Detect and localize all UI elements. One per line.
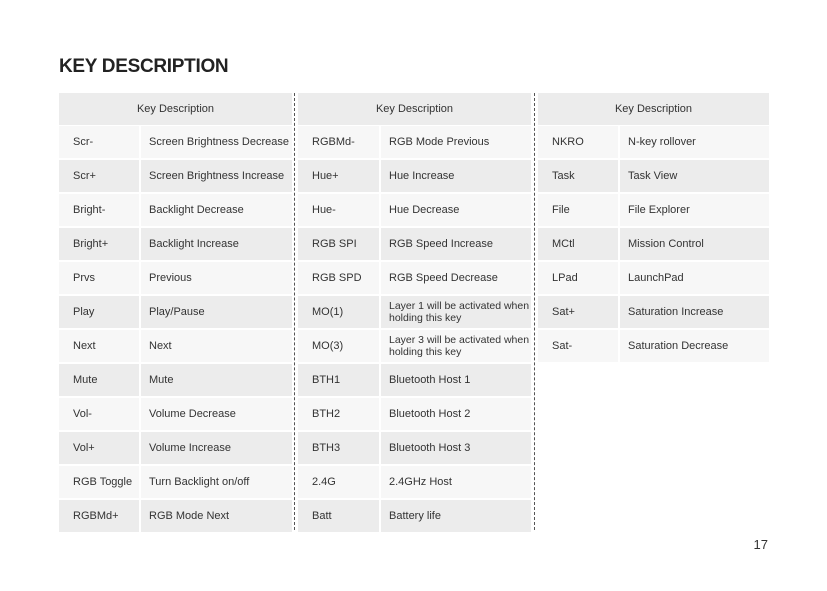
key-cell: File (538, 194, 620, 228)
key-cell: Bright- (59, 194, 141, 228)
table-row (298, 194, 531, 228)
key-cell: RGBMd- (298, 126, 381, 160)
table-header: Key Description (538, 93, 769, 126)
description-cell: LaunchPad (620, 262, 769, 296)
key-cell: Hue- (298, 194, 381, 228)
table-row (59, 466, 292, 500)
description-cell: RGB Speed Increase (381, 228, 531, 262)
table-row (538, 160, 769, 194)
description-cell: Saturation Increase (620, 296, 769, 330)
description-cell: Backlight Increase (141, 228, 292, 262)
key-cell: Mute (59, 364, 141, 398)
description-cell: Backlight Decrease (141, 194, 292, 228)
table-row (59, 228, 292, 262)
key-cell: Scr+ (59, 160, 141, 194)
description-cell: Volume Decrease (141, 398, 292, 432)
key-cell: MCtl (538, 228, 620, 262)
key-cell: Prvs (59, 262, 141, 296)
table-row (298, 160, 531, 194)
description-cell: Bluetooth Host 2 (381, 398, 531, 432)
description-cell: Battery life (381, 500, 531, 534)
key-cell: RGB Toggle (59, 466, 141, 500)
page-number: 17 (753, 537, 768, 552)
table-row (298, 262, 531, 296)
table-row (298, 432, 531, 466)
table-row (298, 364, 531, 398)
key-cell: LPad (538, 262, 620, 296)
description-cell: Previous (141, 262, 292, 296)
description-cell: Task View (620, 160, 769, 194)
table-row (59, 500, 292, 534)
description-cell: 2.4GHz Host (381, 466, 531, 500)
key-cell: BTH1 (298, 364, 381, 398)
description-cell: RGB Mode Previous (381, 126, 531, 160)
description-cell: Mission Control (620, 228, 769, 262)
table-row (538, 296, 769, 330)
table-row (298, 330, 531, 364)
table-row (59, 330, 292, 364)
table-row (538, 330, 769, 364)
table-row (59, 364, 292, 398)
key-cell: Hue+ (298, 160, 381, 194)
key-cell: RGB SPD (298, 262, 381, 296)
key-cell: RGBMd+ (59, 500, 141, 534)
description-cell: Saturation Decrease (620, 330, 769, 364)
table-row (59, 126, 292, 160)
description-cell: Bluetooth Host 3 (381, 432, 531, 466)
table-row (538, 228, 769, 262)
table-row (298, 296, 531, 330)
table-row (298, 398, 531, 432)
table-row (538, 126, 769, 160)
description-cell: Layer 1 will be activated when holding this key (381, 296, 531, 330)
key-cell: Task (538, 160, 620, 194)
key-cell: 2.4G (298, 466, 381, 500)
description-cell: Next (141, 330, 292, 364)
table-row (59, 160, 292, 194)
key-cell: NKRO (538, 126, 620, 160)
key-table-2 (298, 93, 531, 534)
table-row (298, 126, 531, 160)
table-row (59, 194, 292, 228)
description-cell: Play/Pause (141, 296, 292, 330)
table-row (59, 262, 292, 296)
key-cell: MO(1) (298, 296, 381, 330)
table-row (59, 296, 292, 330)
description-cell: File Explorer (620, 194, 769, 228)
table-row (59, 398, 292, 432)
description-cell: Volume Increase (141, 432, 292, 466)
description-cell: Bluetooth Host 1 (381, 364, 531, 398)
table-row (59, 432, 292, 466)
key-cell: Sat- (538, 330, 620, 364)
key-cell: BTH3 (298, 432, 381, 466)
description-cell: RGB Mode Next (141, 500, 292, 534)
key-cell: Scr- (59, 126, 141, 160)
table-header: Key Description (59, 93, 292, 126)
page-heading: KEY DESCRIPTION (59, 56, 229, 77)
column-divider (534, 93, 535, 530)
description-cell: Turn Backlight on/off (141, 466, 292, 500)
key-cell: RGB SPI (298, 228, 381, 262)
table-row (298, 228, 531, 262)
description-cell: Hue Decrease (381, 194, 531, 228)
description-cell: RGB Speed Decrease (381, 262, 531, 296)
key-table-1 (59, 93, 292, 534)
key-cell: Batt (298, 500, 381, 534)
description-cell: Mute (141, 364, 292, 398)
key-cell: Play (59, 296, 141, 330)
key-table-3 (538, 93, 769, 364)
key-cell: Bright+ (59, 228, 141, 262)
key-cell: Vol+ (59, 432, 141, 466)
key-cell: Vol- (59, 398, 141, 432)
description-cell: Screen Brightness Decrease (141, 126, 292, 160)
table-row (538, 194, 769, 228)
key-cell: Sat+ (538, 296, 620, 330)
table-row (298, 500, 531, 534)
column-divider (294, 93, 295, 530)
key-cell: MO(3) (298, 330, 381, 364)
description-cell: Hue Increase (381, 160, 531, 194)
key-cell: BTH2 (298, 398, 381, 432)
key-cell: Next (59, 330, 141, 364)
table-row (298, 466, 531, 500)
description-cell: N-key rollover (620, 126, 769, 160)
table-row (538, 262, 769, 296)
table-header: Key Description (298, 93, 531, 126)
description-cell: Layer 3 will be activated when holding this key (381, 330, 531, 364)
description-cell: Screen Brightness Increase (141, 160, 292, 194)
